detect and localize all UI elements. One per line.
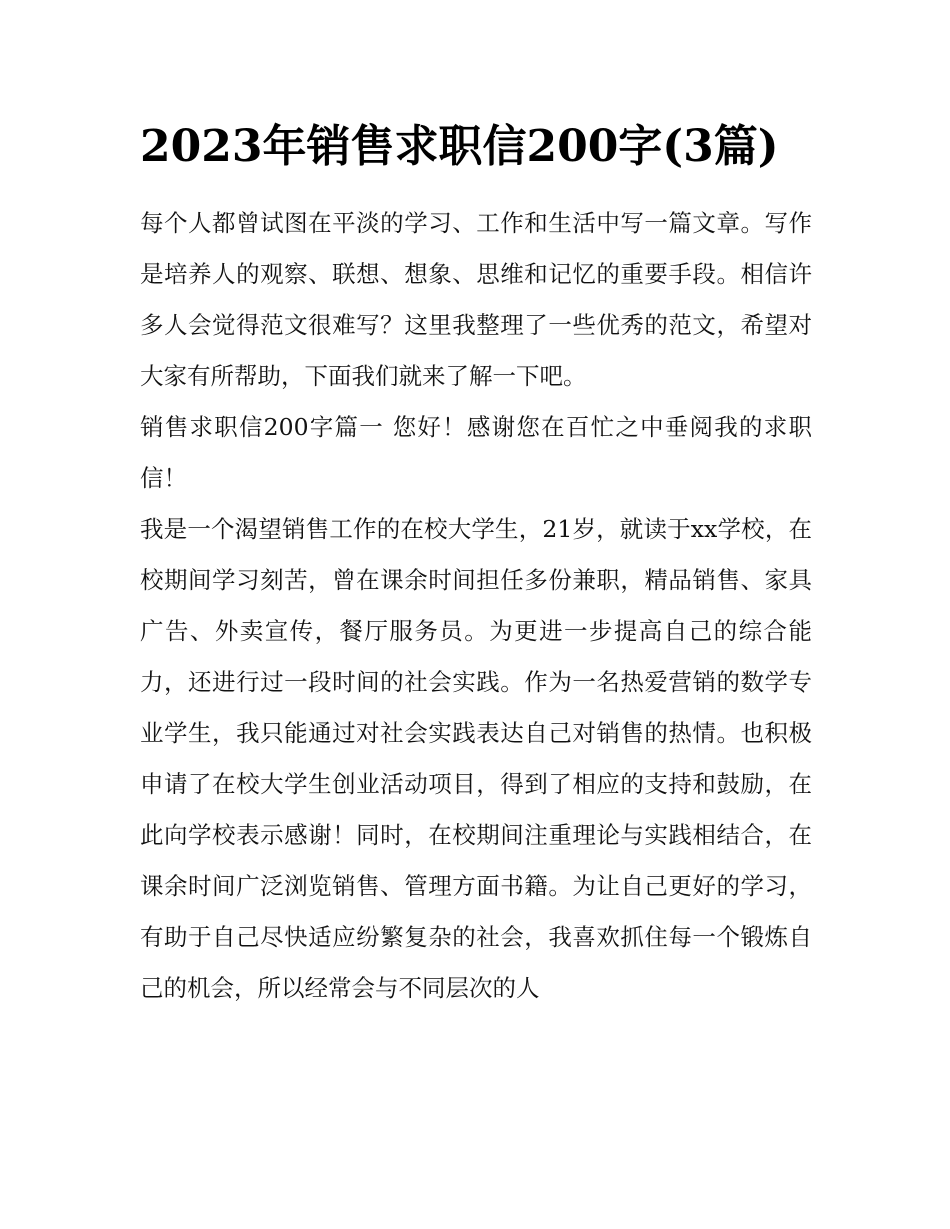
intro-paragraph: 每个人都曾试图在平淡的学习、工作和生活中写一篇文章。写作是培养人的观察、联想、想象、思维和记忆的重要手段。相信许多人会觉得范文很难写？这里我整理了一些优秀的范文，希望对大家有所帮助，下面我们就来了解一下吧。 <box>140 209 812 390</box>
document-content <box>140 116 812 1014</box>
greeting-paragraph: 销售求职信200字篇一 您好！感谢您在百忙之中垂阅我的求职信！ <box>140 413 812 492</box>
document-title: 2023年销售求职信200字(3篇) <box>140 121 779 172</box>
document-body <box>140 198 812 1014</box>
self-introduction-paragraph: 我是一个渴望销售工作的在校大学生，21岁，就读于xx学校，在校期间学习刻苦，曾在课余时间担任多份兼职，精品销售、家具广告、外卖宣传，餐厅服务员。为更进一步提高自己的综合能力，还进行过一段时间的社会实践。作为一名热爱营销的数学专业学生，我只能通过对社会实践表达自己对销售的热情。也积极申请了在校大学生创业活动项目，得到了相应的支持和鼓励，在此向学校表示感谢！同时，在校期间注重理论与实践相结合，在课余时间广泛浏览销售、管理方面书籍。为让自己更好的学习，有助于自己尽快适应纷繁复杂的社会，我喜欢抓住每一个锻炼自己的机会，所以经常会与不同层次的人 <box>140 515 812 1002</box>
